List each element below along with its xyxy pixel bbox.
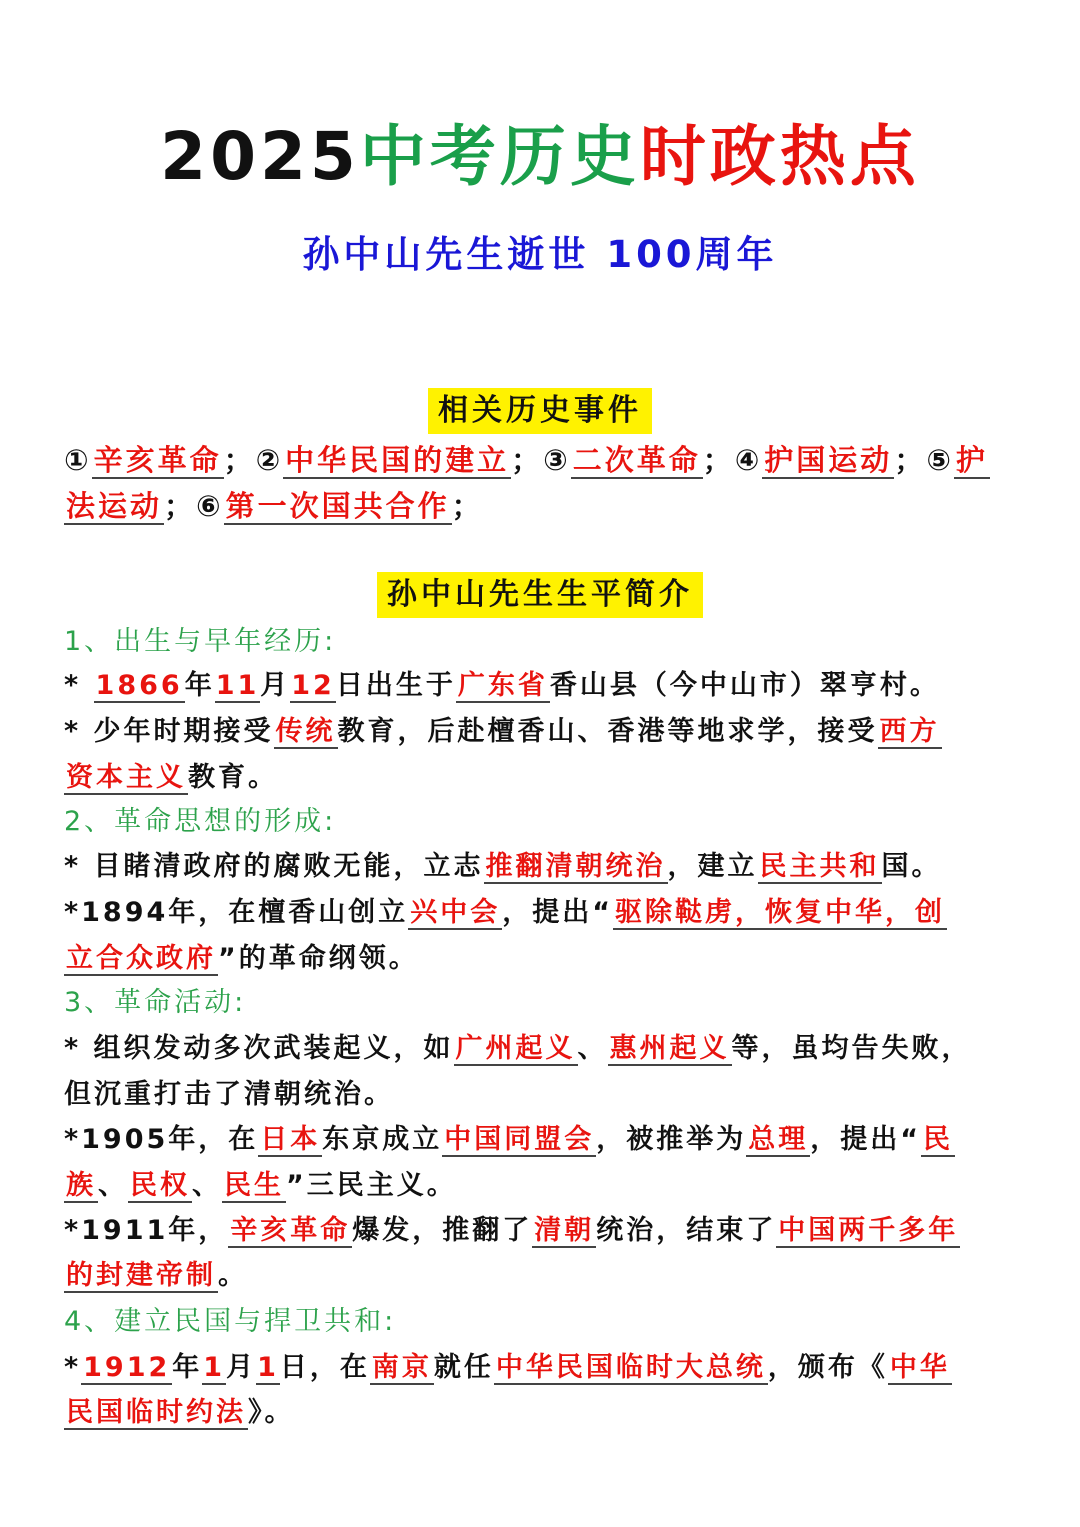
feudal-monarchy-b: 的封建帝制 <box>66 1260 216 1291</box>
event-national-protection: 护国运动 <box>764 443 893 477</box>
s1-line-1 <box>64 666 940 706</box>
text: * 少年时期接受 <box>64 716 274 747</box>
text: 就任 <box>433 1352 494 1383</box>
text: ① <box>64 443 92 477</box>
s4-line-2 <box>64 1393 295 1433</box>
title-red: 时政热点 <box>639 118 920 195</box>
text: *1905年，在 <box>64 1124 259 1155</box>
text: ，建立 <box>667 851 758 882</box>
inaug-day: 1 <box>257 1352 279 1383</box>
program-b: 立合众政府 <box>66 943 216 974</box>
s3-line-4 <box>64 1166 457 1206</box>
event-constitution-protection-b: 法运动 <box>66 489 163 523</box>
nanjing: 南京 <box>371 1352 432 1383</box>
text: 香山县（今中山市）翠亨村。 <box>549 670 940 701</box>
nationalism-b: 族 <box>66 1170 96 1201</box>
text: 日，在 <box>279 1352 370 1383</box>
s3-line-2 <box>64 1075 394 1115</box>
revive-china-society: 兴中会 <box>410 897 501 928</box>
traditional-education: 传统 <box>275 716 336 747</box>
birth-year: 1866 <box>95 670 183 701</box>
text: * 目睹清政府的腐败无能，立志 <box>64 851 484 882</box>
livelihood: 民生 <box>224 1170 284 1201</box>
bio-heading: 孙中山先生生平简介 <box>377 572 703 618</box>
inaug-year: 1912 <box>83 1352 171 1383</box>
events-heading: 相关历史事件 <box>428 388 652 434</box>
democracy: 民权 <box>130 1170 190 1201</box>
text: 、 <box>577 1033 608 1064</box>
text: ，提出“ <box>502 897 614 928</box>
events-line-1 <box>64 440 990 480</box>
text: * <box>64 1352 82 1383</box>
western-capitalism-a: 西方 <box>879 716 940 747</box>
s3-line-6 <box>64 1256 248 1296</box>
text: ”的革命纲领。 <box>218 943 419 974</box>
text: ；② <box>223 443 284 477</box>
tongmenghui: 中国同盟会 <box>444 1124 595 1155</box>
text: 年 <box>184 670 215 701</box>
feudal-monarchy-a: 中国两千多年 <box>778 1215 959 1246</box>
s3-line-3 <box>64 1120 955 1160</box>
text: ； <box>451 489 484 523</box>
text: 》。 <box>248 1397 295 1428</box>
text: ，被推举为 <box>596 1124 747 1155</box>
nationalism-a: 民 <box>923 1124 954 1155</box>
text: 教育，后赴檀香山、香港等地求学，接受 <box>337 716 878 747</box>
text: *1894年，在檀香山创立 <box>64 897 409 928</box>
text: 统治，结束了 <box>596 1215 777 1246</box>
s1-line-2 <box>64 712 942 752</box>
text: 、 <box>192 1170 222 1201</box>
section-2-heading: 2、革命思想的形成: <box>64 806 337 837</box>
s2-line-3 <box>64 939 419 979</box>
event-roc-founding: 中华民国的建立 <box>285 443 510 477</box>
events-line-2 <box>64 486 484 526</box>
section-4-heading: 4、建立民国与捍卫共和: <box>64 1306 397 1337</box>
text: ；⑤ <box>894 443 954 477</box>
text: 教育。 <box>188 762 278 793</box>
text: 东京成立 <box>322 1124 443 1155</box>
program-a: 驱除鞑虏，恢复中华，创 <box>615 897 946 928</box>
page-title <box>0 112 1080 202</box>
section-1-heading: 1、出生与早年经历: <box>64 626 337 657</box>
title-year: 2025 <box>160 118 360 195</box>
overthrow-qing: 推翻清朝统治 <box>485 851 666 882</box>
s2-line-1 <box>64 847 942 887</box>
s4-line-1 <box>64 1348 952 1388</box>
provisional-constitution-a: 中华 <box>889 1352 950 1383</box>
text: 等，虽均告失败， <box>731 1033 972 1064</box>
text: ；④ <box>702 443 763 477</box>
text: ；⑥ <box>164 489 224 523</box>
text: 月 <box>260 670 291 701</box>
inaug-month: 1 <box>203 1352 226 1383</box>
democratic-republic: 民主共和 <box>759 851 880 882</box>
text: * 组织发动多次武装起义，如 <box>64 1033 454 1064</box>
event-constitution-protection-a: 护 <box>955 443 988 477</box>
premier: 总理 <box>748 1124 809 1155</box>
title-green: 中考历史 <box>359 118 640 195</box>
guangzhou-uprising: 广州起义 <box>455 1033 576 1064</box>
xinhai-revolution: 辛亥革命 <box>230 1215 351 1246</box>
text: ，颁布《 <box>767 1352 888 1383</box>
birth-month: 11 <box>215 670 260 701</box>
s3-line-1 <box>64 1029 972 1069</box>
text: ；③ <box>511 443 571 477</box>
birth-province: 广东省 <box>457 670 548 701</box>
events-heading-wrap <box>0 388 1080 434</box>
event-first-united-front: 第一次国共合作 <box>225 489 450 523</box>
huizhou-uprising: 惠州起义 <box>609 1033 730 1064</box>
text: 月 <box>226 1352 257 1383</box>
text: 但沉重打击了清朝统治。 <box>64 1079 394 1110</box>
text: * <box>64 670 94 701</box>
provisional-constitution-b: 民国临时约法 <box>66 1397 246 1428</box>
provisional-president: 中华民国临时大总统 <box>495 1352 766 1383</box>
s3-line-5 <box>64 1211 960 1251</box>
japan: 日本 <box>260 1124 321 1155</box>
text: ”三民主义。 <box>286 1170 457 1201</box>
text: 国。 <box>881 851 942 882</box>
event-xinhai: 辛亥革命 <box>93 443 222 477</box>
birth-day: 12 <box>291 670 335 701</box>
text: 日出生于 <box>335 670 456 701</box>
text: ，提出“ <box>810 1124 922 1155</box>
text: 。 <box>218 1260 248 1291</box>
western-capitalism-b: 资本主义 <box>66 762 186 793</box>
event-second-revolution: 二次革命 <box>572 443 701 477</box>
section-3-heading: 3、革命活动: <box>64 987 247 1018</box>
text: 、 <box>98 1170 128 1201</box>
s2-line-2 <box>64 893 947 933</box>
s1-line-3 <box>64 758 278 798</box>
bio-heading-wrap <box>0 572 1080 618</box>
text: *1911年， <box>64 1215 229 1246</box>
page-subtitle: 孙中山先生逝世 100周年 <box>302 233 778 276</box>
qing-dynasty: 清朝 <box>534 1215 595 1246</box>
text: 爆发，推翻了 <box>352 1215 533 1246</box>
text: 年 <box>172 1352 203 1383</box>
